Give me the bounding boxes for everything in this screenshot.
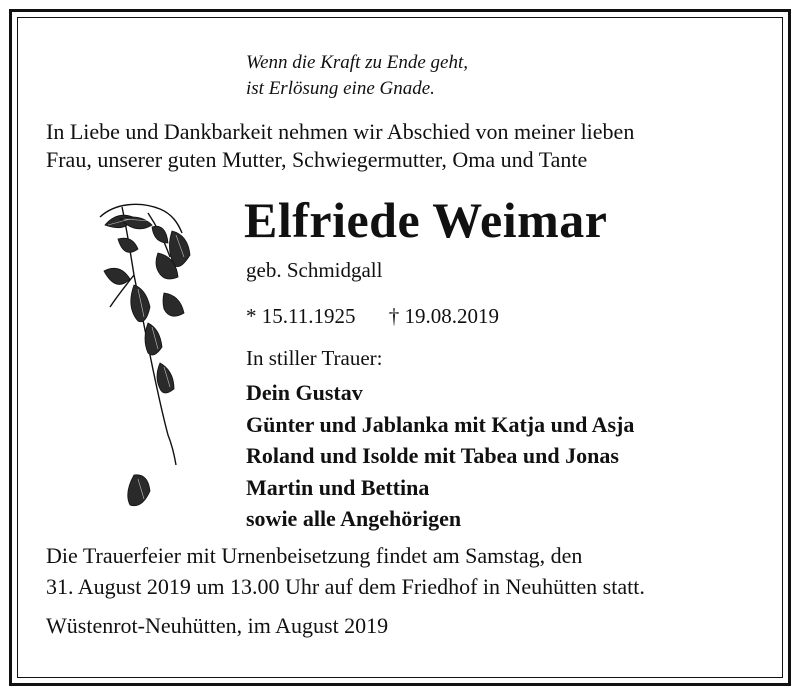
place-date-closing: Wüstenrot-Neuhütten, im August 2019 (46, 613, 389, 638)
birth-name: geb. Schmidgall (246, 258, 383, 282)
mourning-label: In stiller Trauer: (246, 346, 383, 370)
ceremony-line-1: Die Trauerfeier mit Urnenbeisetzung findet am Samstag, den (46, 543, 583, 568)
ceremony-line-2: 31. August 2019 um 13.00 Uhr auf dem Friedhof in Neuhütten statt. (46, 574, 645, 599)
death-date: † 19.08.2019 (388, 304, 499, 328)
mourners-list (246, 377, 634, 535)
motto-verse (246, 50, 468, 102)
birch-branch-icon (60, 195, 210, 525)
intro-line-2: Frau, unserer guten Mutter, Schwiegermutter, Oma und Tante (46, 147, 588, 172)
birth-date: * 15.11.1925 (246, 304, 356, 328)
intro-text (46, 118, 634, 174)
motto-line-2: ist Erlösung eine Gnade. (246, 78, 435, 99)
mourner-line: Günter und Jablanka mit Katja und Asja (246, 411, 635, 437)
mourner-line: sowie alle Angehörigen (246, 506, 462, 531)
intro-line-1: In Liebe und Dankbarkeit nehmen wir Abschied von meiner lieben (46, 119, 635, 144)
life-dates (246, 304, 499, 329)
mourner-line: Martin und Bettina (246, 474, 430, 500)
mourner-line: Dein Gustav (246, 380, 363, 405)
ceremony-info (46, 540, 645, 602)
deceased-name: Elfriede Weimar (244, 192, 608, 248)
motto-line-1: Wenn die Kraft zu Ende geht, (246, 52, 468, 73)
mourner-line: Roland und Isolde mit Tabea und Jonas (246, 443, 619, 468)
